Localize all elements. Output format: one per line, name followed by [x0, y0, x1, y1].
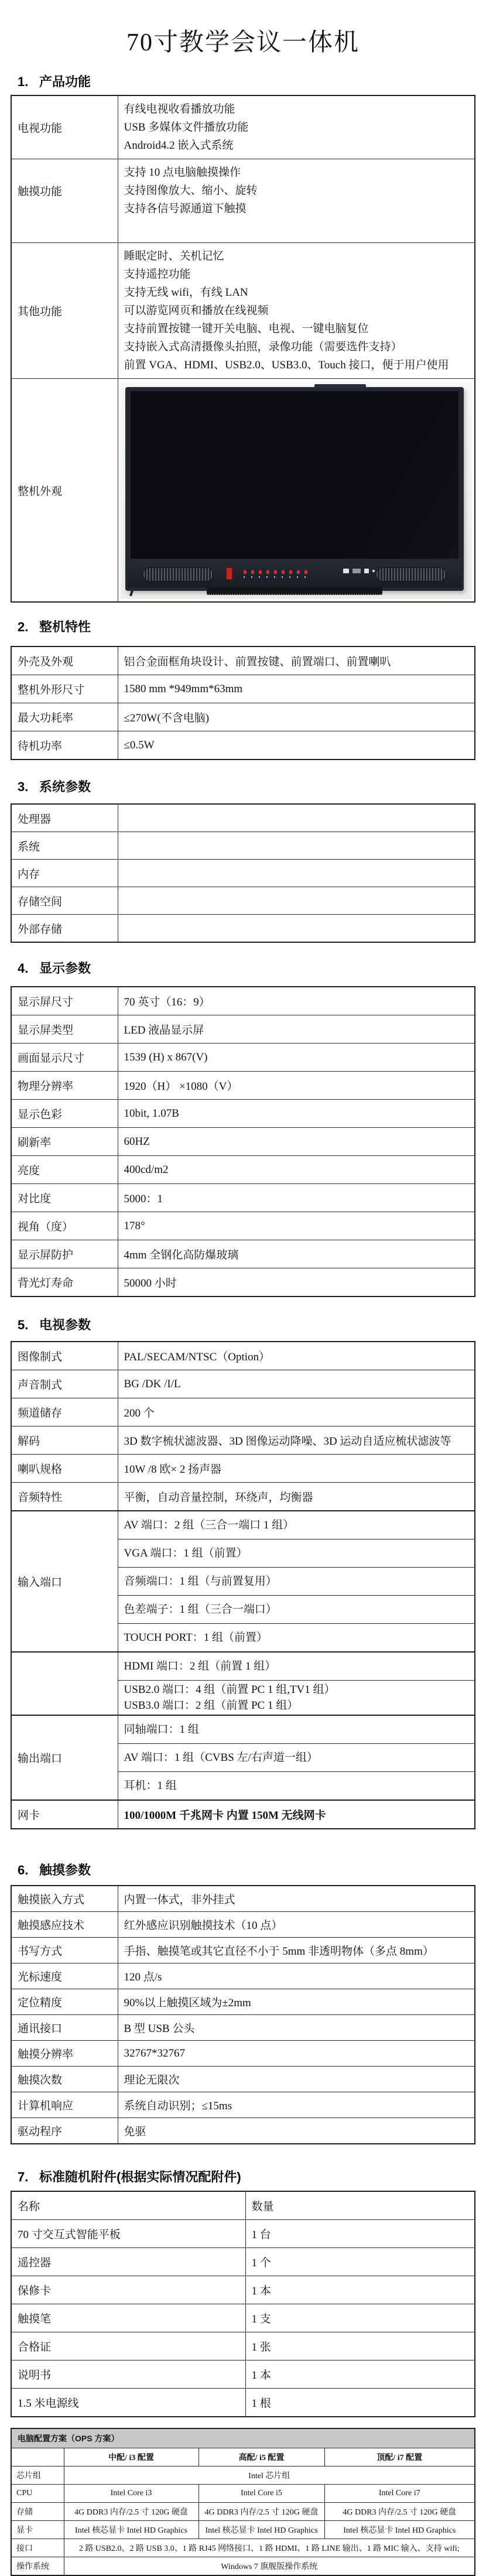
table-row	[11, 1938, 475, 1963]
spec-value-cell: ≤0.5W	[118, 731, 475, 760]
port-icon	[343, 569, 349, 573]
spec-value-cell: 60HZ	[118, 1128, 475, 1156]
spec-value-cell: 平衡，自动音量控制，环绕声，均衡器	[118, 1483, 475, 1511]
spec-line: 支持嵌入式高清摄像头拍照，录像功能（需要选件支持）	[124, 341, 402, 353]
table-row	[11, 2041, 475, 2067]
spec-label-cell: 整机外形尺寸	[11, 675, 118, 703]
table-row	[11, 1100, 475, 1128]
spec-value-cell: 系统自动识别；≤15ms	[118, 2092, 475, 2118]
table-row	[11, 832, 475, 860]
section-title: 显示参数	[39, 961, 91, 976]
table-row	[11, 2118, 475, 2144]
spec-line: 支持各信号源通道下触摸	[124, 203, 247, 215]
section-number: 4.	[18, 961, 29, 976]
spec-line: AV 端口：1 组（CVBS 左/右声道一组）	[124, 1751, 318, 1764]
spec-value-cell	[118, 1772, 475, 1801]
spec-label-cell: 定位精度	[11, 1989, 118, 2015]
spec-value-cell	[118, 379, 475, 603]
spec-label-cell: 光标速度	[11, 1963, 118, 1989]
spec-value-cell: 178°	[118, 1212, 475, 1240]
ops-span-value-cell: Intel 芯片组	[64, 2466, 475, 2485]
table-row	[11, 1268, 475, 1297]
spec-value-cell: 100/1000M 千兆网卡 内置 150M 无线网卡	[118, 1800, 475, 1829]
ops-header-row	[11, 2448, 475, 2466]
system-params-table	[11, 803, 475, 943]
section-number: 5.	[18, 1318, 29, 1332]
table-row	[11, 1072, 475, 1100]
table-row	[11, 2485, 475, 2503]
spec-label-cell: 书写方式	[11, 1938, 118, 1963]
ops-value-cell: 4G DDR3 内存/2.5 寸 120G 硬盘	[324, 2503, 475, 2521]
ops-value-cell: Intel 核芯显卡 Intel HD Graphics	[198, 2521, 324, 2539]
ops-value-cell: 4G DDR3 内存/2.5 寸 120G 硬盘	[64, 2503, 198, 2521]
section-heading-tv-params	[18, 1317, 486, 1333]
spec-label-cell: 显示色彩	[11, 1100, 118, 1128]
ops-span-value-cell: 2 路 USB2.0、2 路 USB 3.0、1 路 RJ45 网络接口、1 路 HDMI、1 路 LINE 输出、1 路 MIC 输入、支持 wifi;	[64, 2539, 475, 2557]
ops-value-cell: Intel 核芯显卡 Intel HD Graphics	[64, 2521, 198, 2539]
table-row	[11, 1426, 475, 1455]
spec-value-cell: 200 个	[118, 1398, 475, 1426]
spec-value-cell	[118, 159, 475, 243]
table-row	[11, 1483, 475, 1511]
left-speaker-grille	[143, 567, 213, 581]
table-row	[11, 1886, 475, 1912]
accessory-name-cell: 说明书	[11, 2361, 245, 2389]
table-row	[11, 2304, 475, 2332]
display-params-table	[11, 986, 475, 1297]
spec-label-cell: 声音制式	[11, 1370, 118, 1398]
accessories-table	[11, 2191, 475, 2417]
spec-label-cell: 刷新率	[11, 1128, 118, 1156]
spec-label-cell: 存储空间	[11, 887, 118, 915]
spec-line: 有线电视收看播放功能	[124, 103, 235, 115]
product-features-table	[11, 95, 475, 603]
spec-line: 支持无线 wifi，有线 LAN	[124, 286, 248, 299]
spec-line: AV 端口：2 组（三合一端口 1 组）	[124, 1519, 295, 1531]
section-heading-touch-params	[18, 1862, 486, 1879]
spec-label-cell: 整机外观	[11, 379, 118, 603]
spec-label-cell: 内存	[11, 860, 118, 887]
spec-value-cell: 90%以上触摸区域为±2mm	[118, 1989, 475, 2015]
camera-bump	[314, 384, 366, 388]
table-row	[11, 2466, 475, 2485]
spec-value-cell	[118, 915, 475, 943]
spec-line: Android4.2 嵌入式系统	[124, 139, 234, 152]
table-row	[11, 2557, 475, 2576]
spec-label-cell: 系统	[11, 832, 118, 860]
accessory-qty-cell: 1 支	[245, 2304, 475, 2332]
spec-value-cell: 1920（H） ×1080（V）	[118, 1072, 475, 1100]
table-row	[11, 2389, 475, 2417]
section-title: 整机特性	[39, 620, 91, 634]
spec-line: 支持遥控功能	[124, 268, 191, 280]
spec-value-cell: 铝合金面框角块设计、前置按键、前置端口、前置喇叭	[118, 646, 475, 675]
spec-label-cell: 触摸分辨率	[11, 2041, 118, 2067]
spec-value-cell: 32767*32767	[118, 2041, 475, 2067]
tv-front-view	[125, 387, 464, 591]
spec-line: 支持 10 点电脑触摸操作	[124, 166, 241, 179]
audio-jack-icon	[372, 570, 375, 572]
table-row	[11, 95, 475, 159]
ops-value-cell: Intel Core i7	[324, 2485, 475, 2503]
table-row	[11, 703, 475, 731]
front-led-labels	[244, 576, 308, 578]
spec-label-cell: 触摸嵌入方式	[11, 1886, 118, 1912]
table-row	[11, 379, 475, 603]
spec-value-cell: 手指、触摸笔或其它直径不小于 5mm 非透明物体（多点 8mm）	[118, 1938, 475, 1963]
table-row	[11, 1652, 475, 1681]
front-panel-bar	[128, 560, 461, 587]
accessory-qty-cell: 1 张	[245, 2332, 475, 2361]
spec-label-cell: 最大功耗率	[11, 703, 118, 731]
section-title: 触摸参数	[39, 1863, 91, 1877]
spec-label-cell: 音频特性	[11, 1483, 118, 1511]
section-title: 标准随机附件(根据实际情况配附件)	[39, 2170, 241, 2184]
spec-value-cell	[118, 1652, 475, 1681]
accessory-name-cell: 保修卡	[11, 2276, 245, 2304]
accessory-name-cell: 遥控器	[11, 2248, 245, 2276]
spec-label-cell: 画面显示尺寸	[11, 1044, 118, 1072]
accessory-name-cell: 1.5 米电源线	[11, 2389, 245, 2417]
section-number: 6.	[18, 1863, 29, 1877]
spec-value-cell: 3D 数字梳状滤波器、3D 图像运动降噪、3D 运动自适应梳状滤波等	[118, 1426, 475, 1455]
ops-header-cell	[11, 2448, 64, 2466]
table-row	[11, 1455, 475, 1483]
table-row	[11, 2248, 475, 2276]
spec-line: 支持图像放大、缩小、旋转	[124, 184, 258, 197]
ops-header-cell: 顶配/ i7 配置	[324, 2448, 475, 2466]
table-row	[11, 2332, 475, 2361]
spec-line: HDMI 端口：2 组（前置 1 组）	[124, 1660, 276, 1672]
spec-line: USB3.0 端口：2 组（前置 PC 1 组）	[124, 1699, 299, 1712]
table-row	[11, 804, 475, 832]
spec-label-cell: 解码	[11, 1426, 118, 1455]
table-row	[11, 1715, 475, 1744]
spec-value-cell	[118, 804, 475, 832]
spec-line: USB2.0 端口：4 组（前置 PC 1 组,TV1 组）	[124, 1684, 336, 1696]
spec-label-cell: 待机功率	[11, 731, 118, 760]
spec-value-cell: 70 英寸（16：9）	[118, 987, 475, 1015]
spec-value-cell: PAL/SECAM/NTSC（Option）	[118, 1342, 475, 1370]
spec-line: 耳机：1 组	[124, 1780, 177, 1792]
table-row	[11, 1398, 475, 1426]
spec-value-cell	[118, 1624, 475, 1653]
spec-value-cell	[118, 95, 475, 159]
ops-value-cell: Intel Core i3	[64, 2485, 198, 2503]
spec-value-cell: 免驱	[118, 2118, 475, 2144]
spec-label-cell: 物理分辨率	[11, 1072, 118, 1100]
accessory-qty-cell: 1 根	[245, 2389, 475, 2417]
spec-label-cell: 图像制式	[11, 1342, 118, 1370]
spec-line: 睡眠定时、关机记忆	[124, 250, 224, 262]
spec-label-cell: 通讯接口	[11, 2015, 118, 2041]
device-photo	[121, 381, 473, 599]
ops-header-cell: 高配/ i5 配置	[198, 2448, 324, 2466]
spec-group-label-cell: 输入端口	[11, 1511, 118, 1652]
spec-group-label-cell	[11, 1652, 118, 1715]
spec-value-cell: 120 点/s	[118, 1963, 475, 1989]
ops-label-cell: 存储	[11, 2503, 64, 2521]
spec-line: 同轴端口：1 组	[124, 1723, 199, 1736]
touch-params-table	[11, 1885, 475, 2144]
tv-screen	[131, 391, 458, 559]
table-row	[11, 2220, 475, 2248]
table-row	[11, 2276, 475, 2304]
spec-label-cell: 喇叭规格	[11, 1455, 118, 1483]
spec-value-cell	[118, 243, 475, 379]
spec-line: 可以游览网页和播放在线视频	[124, 305, 269, 317]
spec-label-cell: 显示屏类型	[11, 1015, 118, 1044]
port-icon	[364, 569, 369, 573]
table-row	[11, 1511, 475, 1540]
spec-line: VGA 端口：1 组（前置）	[124, 1547, 248, 1559]
accessory-qty-cell: 1 个	[245, 2248, 475, 2276]
section-heading-accessories	[18, 2169, 486, 2185]
hdmi-port-icon	[352, 569, 361, 573]
ops-caption-cell: 电脑配置方案（OPS 方案）	[11, 2428, 475, 2448]
table-row	[11, 731, 475, 760]
spec-value-cell: 10bit, 1.07B	[118, 1100, 475, 1128]
ops-config-table	[11, 2428, 475, 2576]
spec-value-cell	[118, 887, 475, 915]
section-title: 产品功能	[39, 74, 91, 89]
document-title: 70寸教学会议一体机	[126, 29, 360, 56]
ops-label-cell: 显卡	[11, 2521, 64, 2539]
spec-value-cell: 1580 mm *949mm*63mm	[118, 675, 475, 703]
accessory-qty-cell: 1 本	[245, 2276, 475, 2304]
spec-value-cell: 5000：1	[118, 1184, 475, 1212]
spec-value-cell	[118, 1715, 475, 1744]
table-row	[11, 1184, 475, 1212]
spec-group-label-cell: 输出端口	[11, 1715, 118, 1800]
accessories-qty-header: 数量	[245, 2191, 475, 2220]
spec-label-cell: 计算机响应	[11, 2092, 118, 2118]
spec-label-cell: 其他功能	[11, 243, 118, 379]
table-row	[11, 987, 475, 1015]
ops-label-cell: CPU	[11, 2485, 64, 2503]
ops-value-cell: Intel Core i5	[198, 2485, 324, 2503]
section-number: 1.	[18, 74, 29, 89]
spec-value-cell	[118, 832, 475, 860]
accessory-name-cell: 合格证	[11, 2332, 245, 2361]
power-switch	[226, 567, 232, 580]
table-row	[11, 2067, 475, 2092]
table-row	[11, 2503, 475, 2521]
spec-label-cell: 触摸功能	[11, 159, 118, 243]
table-row	[11, 1128, 475, 1156]
spec-value-cell: 1539 (H) x 867(V)	[118, 1044, 475, 1072]
right-speaker-grille	[376, 567, 446, 581]
table-row	[11, 2521, 475, 2539]
spec-label-cell: 显示屏尺寸	[11, 987, 118, 1015]
spec-line: TOUCH PORT：1 组（前置）	[124, 1631, 268, 1644]
ops-caption-row	[11, 2428, 475, 2448]
spec-line: 支持前置按键一键开关电脑、电视、一键电脑复位	[124, 323, 369, 335]
tv-params-table	[11, 1341, 475, 1829]
ops-value-cell: 4G DDR3 内存/2.5 寸 120G 硬盘	[198, 2503, 324, 2521]
table-header-row	[11, 2191, 475, 2220]
table-row	[11, 646, 475, 675]
spec-label-cell: 外部存储	[11, 915, 118, 943]
table-row	[11, 860, 475, 887]
table-row	[11, 1989, 475, 2015]
ops-header-cell: 中配/ i3 配置	[64, 2448, 198, 2466]
spec-label-cell: 显示屏防护	[11, 1240, 118, 1268]
wall-mount-hook	[129, 589, 134, 597]
section-heading-display-params	[18, 960, 486, 977]
accessory-name-cell: 触摸笔	[11, 2304, 245, 2332]
spec-label-cell: 驱动程序	[11, 2118, 118, 2144]
spec-value-cell: BG /DK /I/L	[118, 1370, 475, 1398]
bottom-vent	[207, 587, 382, 595]
spec-line: 音频端口：1 组（与前置复用）	[124, 1575, 277, 1588]
spec-line: 色差端子：1 组（三合一端口）	[124, 1603, 277, 1616]
table-row	[11, 243, 475, 379]
table-row	[11, 2361, 475, 2389]
table-row	[11, 1342, 475, 1370]
table-row	[11, 2015, 475, 2041]
ops-label-cell: 操作系统	[11, 2557, 64, 2576]
spec-label-cell: 外壳及外观	[11, 646, 118, 675]
table-row	[11, 2092, 475, 2118]
spec-label-cell: 对比度	[11, 1184, 118, 1212]
table-row	[11, 1212, 475, 1240]
spec-line: USB 多媒体文件播放功能	[124, 121, 249, 134]
spec-label-cell: 频道储存	[11, 1398, 118, 1426]
spec-value-cell	[118, 860, 475, 887]
ops-label-cell: 接口	[11, 2539, 64, 2557]
table-row	[11, 675, 475, 703]
table-row	[11, 1156, 475, 1184]
section-heading-product-features	[18, 74, 486, 90]
spec-value-cell	[118, 1744, 475, 1772]
spec-value-cell: 红外感应识别触摸技术（10 点）	[118, 1912, 475, 1938]
accessories-name-header: 名称	[11, 2191, 245, 2220]
spec-label-cell: 触摸感应技术	[11, 1912, 118, 1938]
spec-label-cell: 处理器	[11, 804, 118, 832]
section-number: 2.	[18, 620, 29, 634]
spec-label-cell: 电视功能	[11, 95, 118, 159]
section-number: 3.	[18, 779, 29, 794]
ops-span-value-cell: Windows 7 旗舰版操作系统	[64, 2557, 475, 2576]
table-row	[11, 887, 475, 915]
section-number: 7.	[18, 2170, 29, 2184]
spec-value-cell	[118, 1540, 475, 1568]
spec-value-cell: 50000 小时	[118, 1268, 475, 1297]
spec-label-cell: 视角（度）	[11, 1212, 118, 1240]
ops-label-cell: 芯片组	[11, 2466, 64, 2485]
spec-value-cell: 理论无限次	[118, 2067, 475, 2092]
spec-value-cell	[118, 1681, 475, 1716]
accessory-name-cell: 70 寸交互式智能平板	[11, 2220, 245, 2248]
spec-label-cell: 触摸次数	[11, 2067, 118, 2092]
ops-value-cell: Intel 核芯显卡 Intel HD Graphics	[324, 2521, 475, 2539]
spec-value-cell: 4mm 全钢化高防爆玻璃	[118, 1240, 475, 1268]
spec-value-cell: 400cd/m2	[118, 1156, 475, 1184]
table-row	[11, 1370, 475, 1398]
spec-value-cell	[118, 1568, 475, 1596]
front-led-row	[244, 570, 308, 574]
table-row	[11, 1240, 475, 1268]
spec-value-cell	[118, 1511, 475, 1540]
accessory-qty-cell: 1 本	[245, 2361, 475, 2389]
spec-line: 前置 VGA、HDMI、USB2.0、USB3.0、Touch 接口，便于用户使用	[124, 359, 449, 371]
table-row	[11, 1015, 475, 1044]
spec-value-cell: ≤270W(不含电脑)	[118, 703, 475, 731]
accessory-qty-cell: 1 台	[245, 2220, 475, 2248]
spec-label-cell: 亮度	[11, 1156, 118, 1184]
spec-value-cell: LED 液晶显示屏	[118, 1015, 475, 1044]
section-title: 电视参数	[39, 1318, 91, 1332]
table-row	[11, 1912, 475, 1938]
section-heading-machine-traits	[18, 619, 486, 635]
spec-label-cell: 网卡	[11, 1800, 118, 1829]
spec-value-cell: 10W /8 欧× 2 扬声器	[118, 1455, 475, 1483]
section-heading-system-params	[18, 779, 486, 795]
spec-value-cell: 内置一体式，非外挂式	[118, 1886, 475, 1912]
machine-traits-table	[11, 646, 475, 760]
table-row	[11, 159, 475, 243]
table-row	[11, 915, 475, 943]
table-row	[11, 1800, 475, 1829]
table-row	[11, 1044, 475, 1072]
section-title: 系统参数	[39, 779, 91, 794]
table-row	[11, 1963, 475, 1989]
spec-label-cell: 背光灯寿命	[11, 1268, 118, 1297]
spec-value-cell: B 型 USB 公头	[118, 2015, 475, 2041]
spec-value-cell	[118, 1596, 475, 1624]
table-row	[11, 2539, 475, 2557]
